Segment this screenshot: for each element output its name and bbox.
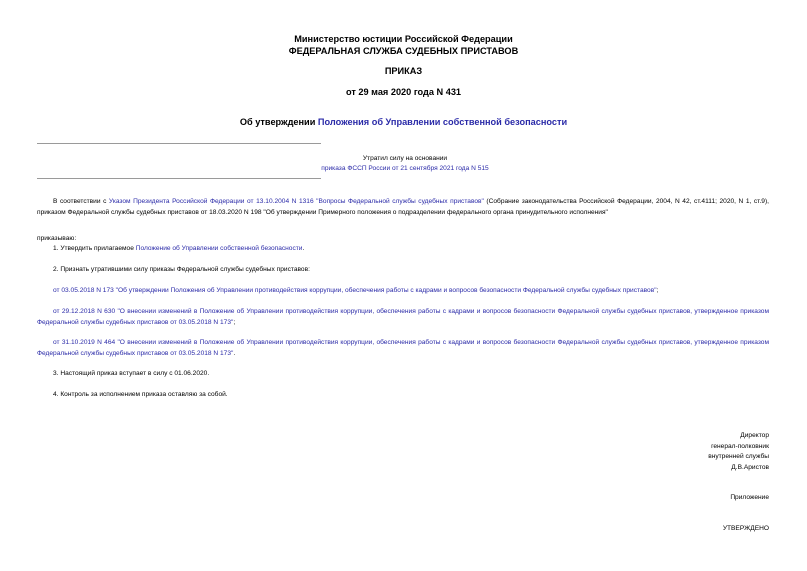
item-1 (37, 244, 769, 255)
signature-position: Директор (740, 432, 769, 439)
repealed-order-2-link[interactable]: от 29.12.2018 N 630 "О внесении изменений в Положение об Управлении противодействия коррупции, обеспечения работы с кадрами и вопросов безопасности Федеральной службы судебных приставов, утвержденное приказом Федеральной службы судебных приставов от 03.05.2018 N 173" (37, 308, 769, 326)
ministry-name: Министерство юстиции Российской Федерации (294, 34, 513, 44)
preamble-text-end: (Собрание законодательства Российской Федерации, 2004, N 42, ст.4111; 2020, N 1, ст.9), приказом Федеральной службы судебных приставов от 18.03.2020 N 198 "Об утверждении Примерного положения о подразделении федерального органа принудительного исполнения" (37, 198, 769, 216)
signature-service: внутренней службы (708, 453, 769, 460)
item-2: 2. Признать утратившими силу приказы Федеральной службы судебных приставов: (53, 266, 310, 273)
item-1-end: . (302, 245, 305, 252)
status-line: Утратил силу на основании (362, 155, 448, 162)
preamble-text-start: В соответствии с (53, 198, 109, 205)
signature-block (708, 431, 769, 473)
approved-label: УТВЕРЖДЕНО (722, 525, 769, 532)
repealed-order-2-end: ; (233, 318, 236, 326)
doc-title (0, 117, 807, 127)
repealed-order-1-link[interactable]: от 03.05.2018 N 173 "Об утверждении Положения об Управлении противодействия коррупции, обеспечения работы с кадрами и вопросов безопасности Федеральной службы судебных приставов" (53, 287, 657, 294)
appendix-label: Приложение (730, 494, 769, 501)
repealed-order-3-end: . (233, 349, 236, 357)
repealed-order-2 (37, 307, 769, 328)
item-1-link[interactable]: Положение об Управлении собственной безопасности (135, 245, 303, 252)
repealed-order-1 (37, 286, 769, 297)
item-1-text: 1. Утвердить прилагаемое (53, 245, 136, 252)
order-word: приказываю: (37, 235, 77, 242)
repealed-order-3-link[interactable]: от 31.10.2019 N 464 "О внесении изменений в Положение об Управлении противодействия коррупции, обеспечения работы с кадрами и вопросов безопасности Федеральной службы судебных приставов, утвержденное приказом Федеральной службы судебных приставов от 03.05.2018 N 173" (37, 339, 769, 357)
decree-link[interactable]: Указом Президента Российской Федерации от 13.10.2004 N 1316 "Вопросы Федеральной службы судебных приставов" (108, 198, 484, 205)
signature-name: Д.В.Аристов (731, 463, 769, 471)
repealed-order-3 (37, 338, 769, 359)
doc-date-number: от 29 мая 2020 года N 431 (345, 87, 462, 97)
doc-type: ПРИКАЗ (384, 66, 423, 76)
doc-title-prefix: Об утверждении (239, 117, 318, 127)
item-3: 3. Настоящий приказ вступает в силу с 01.06.2020. (53, 370, 210, 377)
doc-title-link[interactable]: Положения об Управлении собственной безопасности (317, 117, 568, 127)
preamble-paragraph (37, 197, 769, 218)
divider-top (37, 143, 321, 144)
service-name: ФЕДЕРАЛЬНАЯ СЛУЖБА СУДЕБНЫХ ПРИСТАВОВ (288, 46, 519, 56)
repealed-order-1-end: ; (656, 287, 659, 294)
signature-rank: генерал-полковник (711, 442, 769, 450)
divider-bottom (37, 178, 321, 179)
item-4: 4. Контроль за исполнением приказа оставляю за собой. (53, 391, 228, 398)
status-link[interactable]: приказа ФССП России от 21 сентября 2021 года N 515 (321, 165, 489, 172)
